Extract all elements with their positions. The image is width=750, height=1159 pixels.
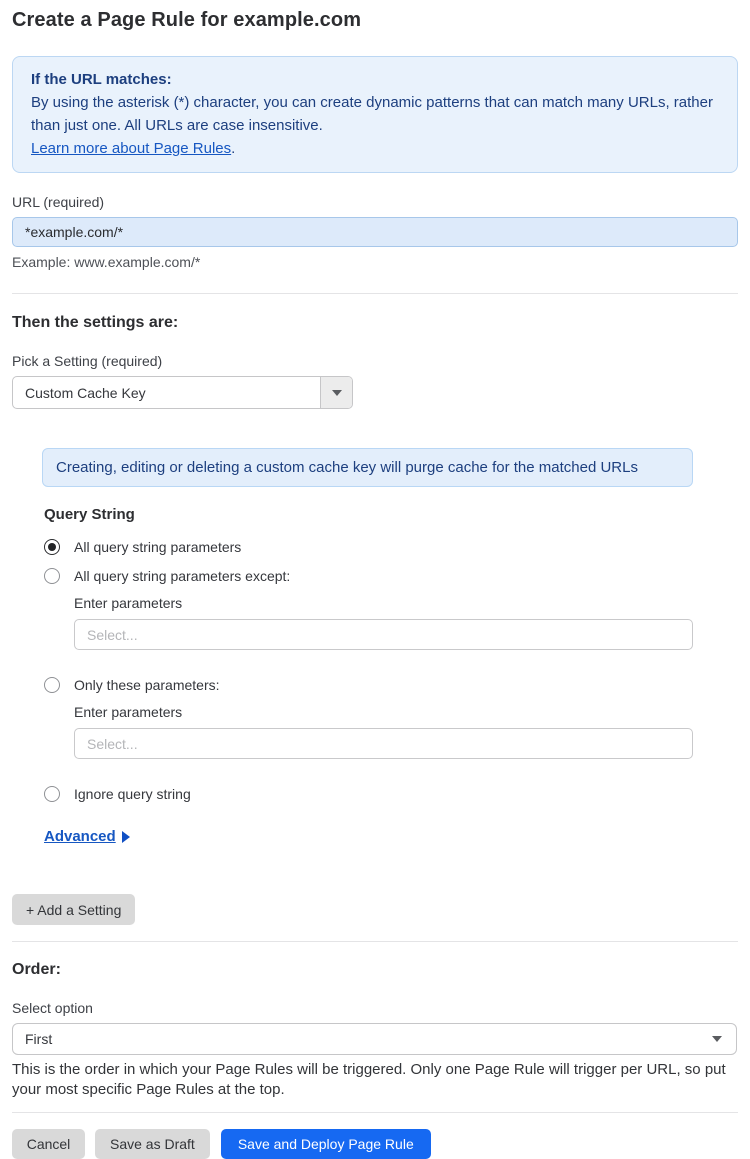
- chevron-down-icon: [712, 1036, 722, 1042]
- radio-label-only-params[interactable]: Only these parameters:: [74, 677, 220, 693]
- query-string-section: [44, 506, 738, 802]
- advanced-link-label: Advanced: [44, 828, 116, 845]
- save-and-deploy-button[interactable]: Save and Deploy Page Rule: [221, 1129, 431, 1159]
- link-suffix: .: [231, 140, 236, 157]
- order-select[interactable]: [12, 1023, 737, 1055]
- radio-dot: [48, 790, 56, 798]
- learn-more-link[interactable]: Learn more about Page Rules: [31, 140, 232, 157]
- save-as-draft-button[interactable]: Save as Draft: [95, 1129, 210, 1159]
- radio-button-all-params[interactable]: [44, 539, 60, 555]
- query-string-heading: Query String: [44, 506, 135, 523]
- only-params-input[interactable]: [74, 728, 693, 759]
- add-setting-button[interactable]: + Add a Setting: [12, 894, 135, 925]
- radio-label-all-params-except[interactable]: All query string parameters except:: [74, 568, 291, 584]
- order-heading: Order:: [12, 961, 61, 978]
- setting-select-arrow-button[interactable]: [320, 377, 352, 408]
- create-page-rule-form: [0, 9, 750, 1159]
- radio-dot: [48, 543, 56, 551]
- radio-button-only-params[interactable]: [44, 677, 60, 693]
- except-params-label: Enter parameters: [74, 595, 183, 611]
- setting-picker-label: Pick a Setting (required): [12, 353, 163, 369]
- url-match-info-box: [12, 56, 738, 173]
- divider: [12, 1112, 738, 1113]
- page-title: Create a Page Rule for example.com: [12, 9, 362, 31]
- divider: [12, 293, 738, 294]
- radio-button-ignore-qs[interactable]: [44, 786, 60, 802]
- info-box-body: By using the asterisk (*) character, you can create dynamic patterns that can match many URLs, rather than just one. All URLs are case insensitive.: [31, 94, 713, 134]
- only-params-label: Enter parameters: [74, 704, 183, 720]
- only-params-subfield: [74, 704, 738, 759]
- form-actions: [12, 1129, 738, 1159]
- info-box-heading: If the URL matches:: [31, 71, 172, 88]
- radio-row-all-params[interactable]: [44, 539, 738, 555]
- radio-label-all-params[interactable]: All query string parameters: [74, 539, 242, 555]
- radio-dot: [48, 681, 56, 689]
- except-params-input[interactable]: [74, 619, 693, 650]
- chevron-right-icon: [122, 831, 130, 843]
- radio-button-all-params-except[interactable]: [44, 568, 60, 584]
- radio-dot: [48, 572, 56, 580]
- setting-select-value: Custom Cache Key: [25, 384, 146, 401]
- info-box-link-line: [31, 137, 719, 160]
- chevron-down-icon: [332, 390, 342, 396]
- radio-row-ignore-qs[interactable]: [44, 786, 738, 802]
- order-select-value: First: [25, 1031, 53, 1047]
- advanced-link[interactable]: [44, 828, 130, 845]
- settings-heading: Then the settings are:: [12, 314, 179, 331]
- radio-row-all-params-except[interactable]: [44, 568, 738, 584]
- radio-row-only-params[interactable]: [44, 677, 738, 693]
- url-input[interactable]: [12, 217, 738, 247]
- cache-purge-notice: Creating, editing or deleting a custom cache key will purge cache for the matched URLs: [42, 448, 693, 487]
- order-helper-text: This is the order in which your Page Rules will be triggered. Only one Page Rule will trigger per URL, so put your most specific Page Rules at the top.: [12, 1061, 726, 1098]
- cancel-button[interactable]: Cancel: [12, 1129, 85, 1159]
- except-params-subfield: [74, 595, 738, 650]
- setting-select[interactable]: [12, 376, 353, 409]
- radio-label-ignore-qs[interactable]: Ignore query string: [74, 786, 191, 802]
- url-field-label: URL (required): [12, 194, 105, 210]
- divider: [12, 941, 738, 942]
- order-select-label: Select option: [12, 1000, 93, 1016]
- url-example-helper: Example: www.example.com/*: [12, 254, 201, 270]
